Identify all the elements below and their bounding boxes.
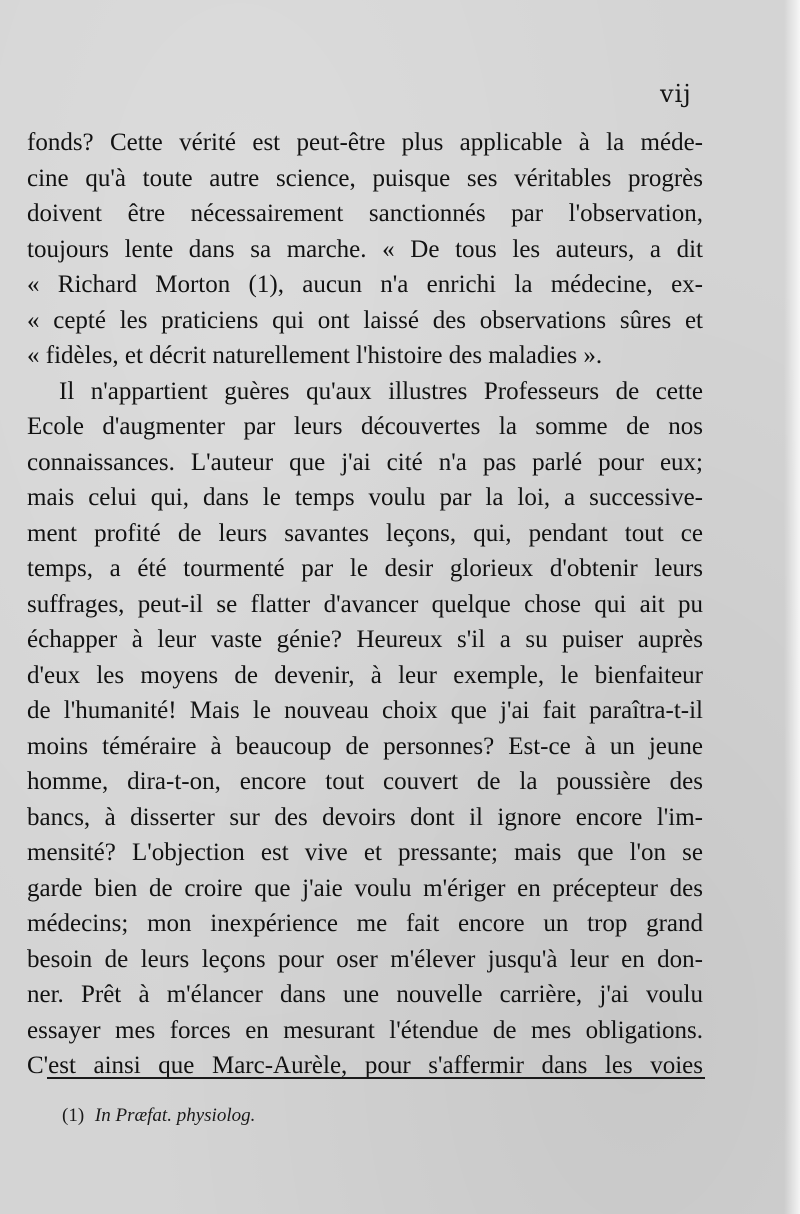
text-line: garde bien de croire que j'aie voulu m'ériger en précepteur des <box>27 874 703 902</box>
text-line: temps, a été tourmenté par le desir glorieux d'obtenir leurs <box>27 555 703 582</box>
page-number: vij <box>660 80 692 108</box>
text-line: ner. Prêt à m'élancer dans une nouvelle carrière, j'ai voulu <box>27 981 703 1008</box>
text-line: médecins; mon inexpérience me fait encore un trop grand <box>27 910 703 937</box>
text-line: cine qu'à toute autre science, puisque ses véritables progrès <box>27 164 703 192</box>
text-line: « cepté les praticiens qui ont laissé des observations sûres et <box>27 306 703 334</box>
text-line: doivent être nécessairement sanctionnés par l'observation, <box>27 200 703 227</box>
text-line: toujours lente dans sa marche. « De tous les auteurs, a dit <box>27 235 703 263</box>
text-line: mensité? L'objection est vive et pressante; mais que l'on se <box>27 839 703 866</box>
text-line: d'eux les moyens de devenir, à leur exemple, le bienfaiteur <box>27 661 703 689</box>
footnote-divider <box>47 1077 705 1079</box>
text-line: Ecole d'augmenter par leurs découvertes la somme de nos <box>27 413 703 440</box>
text-line: besoin de leurs leçons pour oser m'élever jusqu'à leur en don- <box>27 945 703 973</box>
footnote-text: In Præfat. physiolog. <box>94 1105 256 1126</box>
text-line: bancs, à disserter sur des devoirs dont il ignore encore l'im- <box>27 803 703 831</box>
text-line: « Richard Morton (1), aucun n'a enrichi la médecine, ex- <box>27 271 703 298</box>
text-line: essayer mes forces en mesurant l'étendue de mes obligations. <box>27 1016 703 1044</box>
text-line: ment profité de leurs savantes leçons, qui, pendant tout ce <box>27 519 703 547</box>
text-line: « fidèles, et décrit naturellement l'histoire des maladies ». <box>27 342 603 369</box>
text-line: fonds? Cette vérité est peut-être plus applicable à la méde- <box>27 129 703 156</box>
text-line: suffrages, peut-il se flatter d'avancer quelque chose qui ait pu <box>27 590 703 618</box>
text-line: homme, dira-t-on, encore tout couvert de la poussière des <box>27 768 703 795</box>
text-line: mais celui qui, dans le temps voulu par la loi, a successive- <box>27 484 703 511</box>
text-line: Il n'appartient guères qu'aux illustres Professeurs de cette <box>59 377 703 405</box>
text-line: moins téméraire à beaucoup de personnes? Est-ce à un jeune <box>27 732 703 760</box>
body-text <box>27 125 703 1084</box>
footnote <box>62 1105 255 1127</box>
text-line: C'est ainsi que Marc-Aurèle, pour s'affermir dans les voies <box>27 1052 703 1079</box>
footnote-marker: (1) <box>62 1105 85 1126</box>
text-line: échapper à leur vaste génie? Heureux s'il a su puiser auprès <box>27 626 703 653</box>
text-line: de l'humanité! Mais le nouveau choix que j'ai fait paraîtra-t-il <box>27 697 703 724</box>
text-line: connaissances. L'auteur que j'ai cité n'a pas parlé pour eux; <box>27 448 703 476</box>
page-edge-shadow <box>784 0 800 1214</box>
